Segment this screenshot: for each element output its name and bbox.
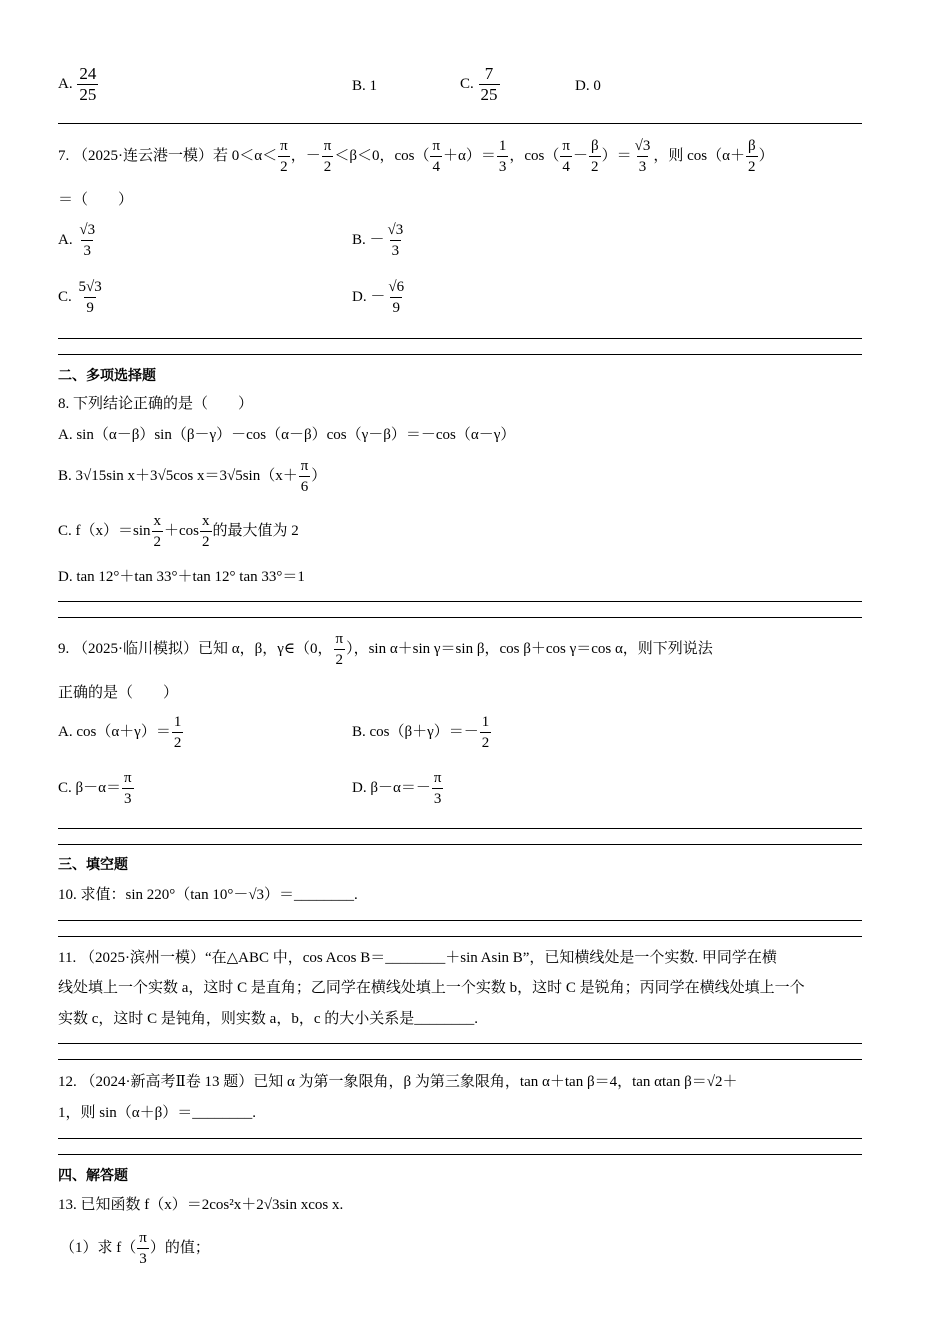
q7-option-a: A. $\frac{√3}{3}$ [58,222,96,259]
fraction: $\frac{5√3}{9}$ [78,279,102,316]
q7-stem: 7. （2025·连云港一模）若 0＜α＜ $\frac{\pi}{2}$ ，－ $\frac{\pi}{2}$ ＜β＜0，cos（ $\frac{\pi}{4}$ ＋α）＝ $\frac{1}{3}$ ，cos（ $\frac{\pi}{4}$ － $\frac{\beta}{2}$ ）＝ $\frac{√3}{3}$ ，则 cos（α＋ $\frac{\beta}{2}$ ） [58,138,774,175]
section-heading: 四、解答题 [58,1168,128,1184]
fraction: $\frac{7}{25}$ [480,64,498,104]
q8-stem: 8. 下列结论正确的是（ ） [58,396,254,412]
divider [58,920,862,921]
fraction: $\frac{√3}{3}$ [387,222,404,259]
q10-stem: 10. 求值：sin 220°（tan 10°－√3）＝________. [58,887,358,903]
divider [58,617,862,618]
fraction: $\frac{\pi}{2}$ [323,138,332,175]
fraction: $\frac{√6}{9}$ [388,279,405,316]
q6-option-a: A. $\frac{24}{25}$ [58,64,97,104]
q6-option-d: D. 0 [575,78,601,94]
divider [58,338,862,339]
fraction: $\frac{\pi}{3}$ [433,770,442,807]
q9-option-a: A. cos（α＋γ）＝ $\frac{1}{2}$ [58,714,182,751]
fraction: $\frac{1}{2}$ [173,714,182,751]
fraction: $\frac{\pi}{3}$ [139,1230,147,1267]
q6-option-c: C. $\frac{7}{25}$ [460,64,498,104]
q8-option-a: A. sin（α－β）sin（β－γ）－cos（α－β）cos（γ－β）＝－cos（α－γ） [58,427,516,443]
fraction: $\frac{x}{2}$ [153,513,162,550]
q11-line3: 实数 c，这时 C 是钝角，则实数 a，b，c 的大小关系是________. [58,1011,478,1027]
divider [58,1043,862,1044]
q9-stem: 9. （2025·临川模拟）已知 α，β，γ∈（0， $\frac{\pi}{2}$ ），sin α＋sin γ＝sin β，cos β＋cos γ＝cos α，则下列说法 [58,631,713,668]
fraction: $\frac{\pi}{4}$ [562,138,570,175]
q7-stem-line2: ＝（ ） [58,192,134,208]
fraction: $\frac{\pi}{2}$ [335,631,344,668]
q9-option-b: B. cos（β＋γ）＝－ $\frac{1}{2}$ [352,714,490,751]
fraction: $\frac{24}{25}$ [79,64,97,104]
fraction: $\frac{\pi}{6}$ [300,458,309,495]
fraction: $\frac{\beta}{2}$ [590,138,599,175]
fraction: $\frac{\pi}{3}$ [124,770,132,807]
fraction: $\frac{1}{2}$ [481,714,490,751]
q6-option-b: B. 1 [352,78,378,94]
q12-line1: 12. （2024·新高考Ⅱ卷 13 题）已知 α 为第一象限角，β 为第三象限角，tan α＋tan β＝4，tan αtan β＝√2＋ [58,1074,738,1090]
section-heading: 二、多项选择题 [58,368,156,384]
divider [58,601,862,602]
q8-option-b: B. 3√15sin x＋3√5cos x＝3√5sin（x＋ $\frac{\pi}{6}$ ） [58,458,327,495]
fraction: $\frac{\beta}{2}$ [747,138,756,175]
q13-part1: （1）求 f（ $\frac{\pi}{3}$ ）的值； [60,1230,210,1267]
q13-stem: 13. 已知函数 f（x）＝2cos²x＋2√3sin xcos x. [58,1197,344,1213]
q11-line2: 线处填上一个实数 a，这时 C 是直角；乙同学在横线处填上一个实数 b，这时 C 是锐角；丙同学在横线处填上一个 [58,980,805,996]
divider [58,123,862,124]
divider [58,354,862,355]
fraction: $\frac{1}{3}$ [498,138,507,175]
divider [58,828,862,829]
q7-option-c: C. $\frac{5√3}{9}$ [58,279,102,316]
divider [58,936,862,937]
q8-option-c: C. f（x）＝sin $\frac{x}{2}$ ＋cos $\frac{x}{2}$ 的最大值为 2 [58,513,299,550]
divider [58,1154,862,1155]
q9-stem-line2: 正确的是（ ） [58,685,179,701]
q7-option-d: D. － $\frac{√6}{9}$ [352,279,405,316]
fraction: $\frac{√3}{3}$ [634,138,651,175]
q12-line2: 1，则 sin（α＋β）＝________. [58,1105,256,1121]
fraction: $\frac{√3}{3}$ [79,222,96,259]
divider [58,844,862,845]
fraction: $\frac{x}{2}$ [202,513,210,550]
q9-option-c: C. β－α＝ $\frac{\pi}{3}$ [58,770,132,807]
section-heading: 三、填空题 [58,857,128,873]
q11-line1: 11. （2025·滨州一模）“在△ABC 中，cos Acos B＝________＋sin Asin B”，已知横线处是一个实数. 甲同学在横 [58,950,777,966]
q7-option-b: B. － $\frac{√3}{3}$ [352,222,404,259]
divider [58,1138,862,1139]
fraction: $\frac{\pi}{2}$ [280,138,288,175]
q9-option-d: D. β－α＝－ $\frac{\pi}{3}$ [352,770,442,807]
divider [58,1059,862,1060]
q8-option-d: D. tan 12°＋tan 33°＋tan 12° tan 33°＝1 [58,569,305,585]
fraction: $\frac{\pi}{4}$ [432,138,441,175]
